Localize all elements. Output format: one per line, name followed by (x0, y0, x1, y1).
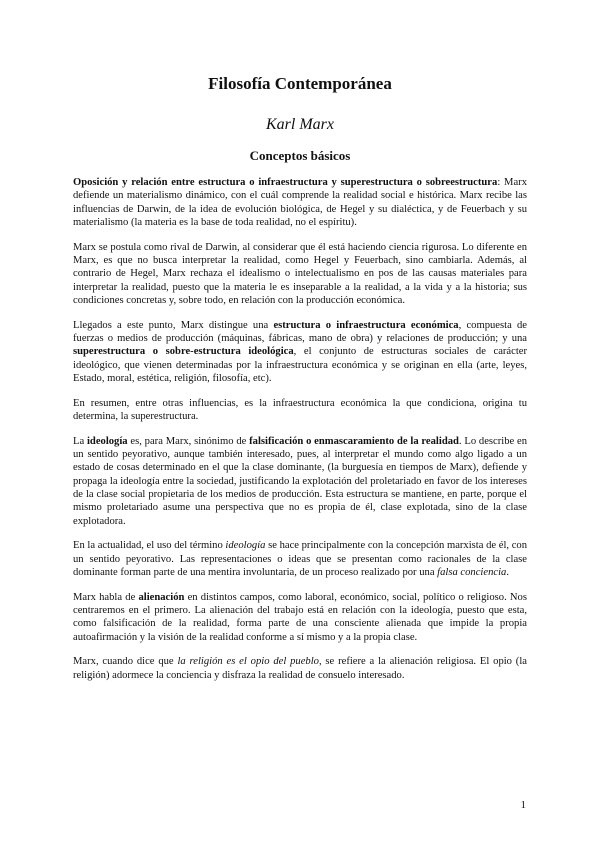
section-heading: Conceptos básicos (249, 148, 351, 163)
paragraph-text: Marx se postula como rival de Darwin, al considerar que él está haciendo ciencia rigurosa. Lo diferente en Marx, es que no busca interpretar la realidad, como Hegel y Feuerbach, sino cambiarla. Además, al contrario de Hegel, Marx rechaza el idealismo o intelectualismo en pos de las causas materiales para interpretar la realidad, puesto que la materia le es inseparable a la realidad, a la vida y a la historia; sus condiciones concretas y, sobre todo, en relación con la producción económica. (73, 241, 527, 306)
paragraph-darwin (73, 241, 527, 307)
paragraph-text: en distintos campos, como laboral, económico, social, político o religioso. Nos centraremos en el primero. La alienación del trabajo está en relación con la ideología, puesto que esta, como falsificación de la realidad, forma parte de una consciente alienada que impide la propia autoafirmación y la visión de la realidad conforme a sí mismo y a la propia clase. (73, 591, 527, 643)
bold-term: falsificación o enmascaramiento de la realidad (249, 435, 459, 447)
italic-quote: la religión es el opio del pueblo (177, 656, 319, 668)
paragraph-text: En la actualidad, el uso del término (73, 540, 226, 552)
paragraph-text: En resumen, entre otras influencias, es la infraestructura económica la que condiciona, origina tu determina, la superestructura. (73, 397, 527, 422)
bold-term: estructura o infraestructura económica (273, 319, 459, 331)
paragraph-text: La (73, 435, 87, 447)
bold-term: alienación (138, 591, 185, 603)
paragraph-text: , se refiere a la alienación religiosa. El opio (la religión) adormece la conciencia y disfraza la realidad de consuelo interesado. (73, 656, 527, 681)
paragraph-text: , compuesta de fuerzas o medios de producción (máquinas, fábricas, mano de obra) y relaciones de producción; y una (73, 319, 527, 344)
page-number: 1 (520, 799, 526, 811)
bold-term: superestructura o sobre-estructura ideológica (73, 346, 294, 358)
paragraph-summary (73, 397, 527, 424)
paragraph-text: . Lo describe en un sentido peyorativo, aunque también interesado, pues, al interpretar el mundo como algo ligado a un estado de cosas determinado en el que la clase dominante, (la burguesía en tiempos de Marx), defiende y propaga la ideología entre la sociedad, justificando la explotación del proletariado en favor de los intereses de la clase social propietaria de los medios de producción. Esta estructura se mantiene, en parte, porque el mismo proletariado asume una perspectiva que no es propia de él, clase explotada, sino de la clase explotadora. (73, 435, 528, 527)
paragraph-text: Marx, cuando dice que (73, 656, 178, 668)
paragraph-present-day (73, 539, 527, 579)
italic-term: ideología (225, 540, 266, 552)
paragraph-infrastructure (73, 319, 527, 385)
document-title: Filosofía Contemporánea (208, 74, 392, 93)
paragraph-text: , el conjunto de estructuras sociales de carácter ideológico, que vienen determinadas por la infraestructura económica y se originan en ella (arte, leyes, Estado, moral, estética, religión, filosofía, etc). (73, 346, 527, 384)
paragraph-religion (73, 655, 527, 682)
page-content (73, 74, 527, 694)
paragraph-text: Llegados a este punto, Marx distingue una (73, 319, 274, 331)
paragraph-alienation (73, 591, 527, 644)
paragraph-text: . (506, 566, 509, 578)
author-subtitle: Karl Marx (266, 116, 334, 133)
paragraph-text: : Marx defiende un materialismo dinámico, con el cuál comprende la realidad social e histórica. Marx recibe las influencias de Darwin, de la idea de evolución biológica, de Hegel y su dialéctica, y de Feuerbach y su materialismo (la materia es la base de toda realidad, no el espíritu). (73, 177, 527, 228)
bold-term: ideología (86, 435, 128, 447)
paragraph-text: se hace principalmente con la concepción marxista de él, con un sentido peyorativo. Las representaciones o ideas que se presentan como racionales de la clase dominante forman parte de una mentira involuntaria, de un proceso realizado por una (73, 540, 527, 578)
paragraph-text: Marx habla de (73, 591, 139, 603)
body-text (73, 176, 527, 682)
paragraph-ideology (73, 435, 527, 528)
paragraph-structure (73, 176, 527, 229)
paragraph-text: es, para Marx, sinónimo de (127, 435, 250, 447)
bold-term: Oposición y relación entre estructura o infraestructura y superestructura o sobreestructura (73, 177, 498, 188)
italic-term: falsa conciencia (437, 566, 507, 578)
